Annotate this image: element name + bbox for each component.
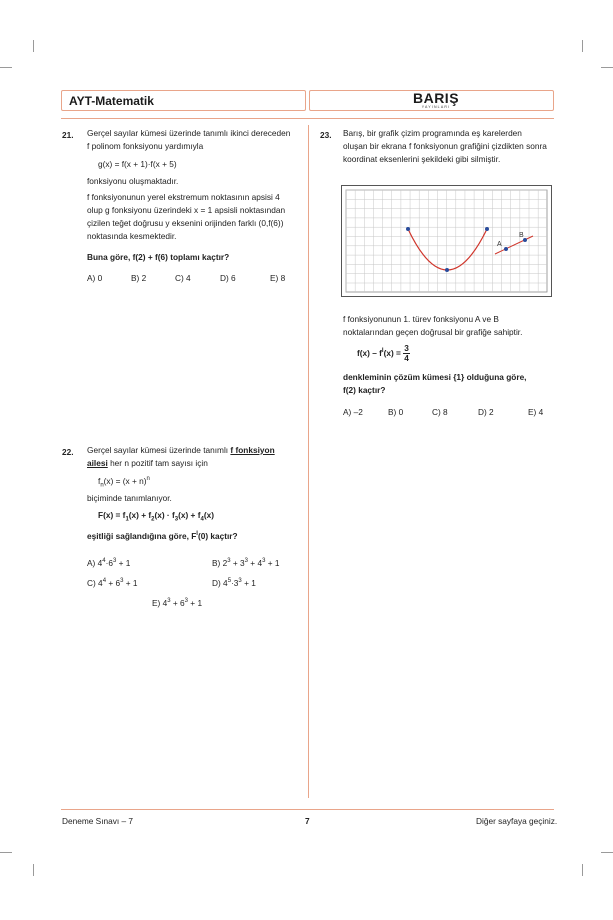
q21-line-2: f polinom fonksiyonu yardımıyla [87, 141, 204, 151]
q23-line-1: Barış, bir grafik çizim programında eş karelerden [343, 128, 522, 138]
q22-option-d[interactable] [212, 578, 256, 588]
opt-part: ·6 [105, 558, 113, 568]
q23-eq-fraction [403, 344, 410, 363]
q21-option-b[interactable]: B) 2 [131, 273, 147, 283]
q23-option-d[interactable]: D) 2 [478, 407, 494, 417]
footer-exam-name: Deneme Sınavı – 7 [62, 816, 134, 826]
q22-line-2 [87, 457, 208, 470]
q22-F-sub: 3 [174, 516, 179, 523]
q22-F-sub: 4 [200, 516, 204, 523]
q22-def-sup: n [146, 476, 150, 483]
q23-line-2: oluşan bir ekrana f fonksiyonun grafiğini çizdikten sonra [343, 141, 547, 151]
q22-F-sub: 1 [125, 516, 129, 523]
question-22-number: 22. [62, 447, 74, 457]
q21-para-1: f fonksiyonunun yerel ekstremum noktasının apsisi 4 [87, 192, 280, 202]
q23-equation [357, 343, 410, 363]
crop-mark [0, 67, 12, 68]
curve-point-vertex [445, 268, 449, 272]
crop-mark [582, 864, 583, 876]
opt-part: C) 4 [87, 578, 103, 588]
q23-option-c[interactable]: C) 8 [432, 407, 448, 417]
point-B-label: B [519, 232, 524, 239]
q23-graph-svg [342, 186, 551, 296]
opt-part: ·3 [231, 578, 239, 588]
q23-after-graph-2: noktalarından geçen doğrusal bir grafiğe sahiptir. [343, 327, 523, 337]
q22-F-part: (x) [203, 510, 214, 520]
q22-F-part: (x) + f [178, 510, 201, 520]
q21-para-2: olup g fonksiyonu üzerindeki x = 1 apsisli noktasından [87, 205, 286, 215]
point-A [504, 247, 508, 251]
parabola-curve [408, 229, 487, 270]
crop-mark [33, 864, 34, 876]
opt-part: + 1 [123, 578, 138, 588]
crop-mark [33, 40, 34, 52]
q23-line-3: koordinat eksenlerini şekildeki gibi silmiştir. [343, 154, 501, 164]
q22-option-e[interactable] [152, 598, 202, 608]
q22-def-mid: (x) = (x + n) [103, 476, 147, 486]
q23-question-1: denkleminin çözüm kümesi {1} olduğuna göre, [343, 372, 527, 382]
header-title-box [61, 90, 306, 111]
q22-F-part: F(x) = f [98, 510, 126, 520]
opt-sup: 4 [102, 578, 107, 585]
q21-option-d[interactable]: D) 6 [220, 273, 236, 283]
q23-eq-mid: (x) = [383, 348, 401, 358]
q21-para-4: noktasında kesmektedir. [87, 231, 177, 241]
opt-sup: 3 [167, 598, 171, 605]
footer-line [61, 809, 554, 810]
opt-part: A) 4 [87, 558, 103, 568]
q22-line-after-def: biçiminde tanımlanıyor. [87, 493, 172, 503]
q23-eq-sup: I [381, 348, 384, 355]
q22-option-b[interactable] [212, 558, 279, 568]
column-divider [308, 125, 309, 798]
q21-para-3: çizilen teğet doğrusu y eksenini orijinden farklı (0,f(6)) [87, 218, 284, 228]
footer-next-page: Diğer sayfaya geçiniz. [476, 816, 558, 826]
opt-part: + 6 [106, 578, 121, 588]
q22-def-sub: n [100, 482, 104, 489]
opt-sup: 3 [184, 598, 188, 605]
q21-option-e[interactable]: E) 8 [270, 273, 286, 283]
q23-eq-numerator: 3 [404, 343, 409, 354]
logo-sub-text: YAYINLARI [421, 105, 451, 109]
q22-F-definition [98, 509, 214, 522]
q21-formula: g(x) = f(x + 1)·f(x + 5) [98, 159, 177, 169]
q23-graph [341, 185, 552, 297]
opt-sup: 3 [227, 558, 231, 565]
q22-question-b: (0) kaçtır? [197, 531, 238, 541]
point-A-label: A [497, 241, 502, 248]
opt-sup: 3 [244, 558, 248, 565]
q23-option-a[interactable]: A) –2 [343, 407, 363, 417]
opt-part: D) 4 [212, 578, 228, 588]
crop-mark [582, 40, 583, 52]
question-23-number: 23. [320, 130, 332, 140]
opt-part: B) 2 [212, 558, 228, 568]
q23-after-graph-1: f fonksiyonunun 1. türev fonksiyonu A ve B [343, 314, 499, 324]
q22-line-1-text: Gerçel sayılar kümesi üzerinde tanımlı [87, 445, 231, 455]
q22-line-1 [87, 444, 275, 457]
q23-eq-denominator: 4 [404, 353, 409, 364]
q21-line-1: Gerçel sayılar kümesi üzerinde tanımlı ikinci dereceden [87, 128, 291, 138]
q22-F-part: (x) · f [154, 510, 175, 520]
question-21-number: 21. [62, 130, 74, 140]
page-title: AYT-Matematik [69, 94, 154, 108]
q22-option-a[interactable] [87, 558, 130, 568]
q22-F-sub: 2 [151, 516, 155, 523]
opt-part: + 1 [116, 558, 131, 568]
opt-sup: 3 [262, 558, 266, 565]
opt-part: + 1 [265, 558, 280, 568]
opt-sup: 3 [120, 578, 124, 585]
opt-part: + 3 [230, 558, 245, 568]
opt-sup: 3 [112, 558, 117, 565]
q21-line-after-formula: fonksiyonu oluşmaktadır. [87, 176, 179, 186]
q22-F-part: (x) + f [128, 510, 152, 520]
q23-question-2: f(2) kaçtır? [343, 385, 386, 395]
crop-mark [0, 852, 12, 853]
header-logo-box [309, 90, 554, 111]
opt-part: + 6 [170, 598, 185, 608]
q21-option-a[interactable]: A) 0 [87, 273, 103, 283]
q22-question [87, 530, 238, 543]
opt-part: E) 4 [152, 598, 168, 608]
q22-definition [98, 475, 150, 488]
footer-page-number: 7 [305, 816, 310, 826]
opt-sup: 5 [227, 578, 232, 585]
crop-mark [601, 852, 613, 853]
q22-line-2-emph: ailesi [87, 458, 108, 468]
q22-question-sup: I [196, 531, 198, 538]
q23-eq-left: f(x) – f [357, 348, 382, 358]
q22-line-2-text: her n pozitif tam sayısı için [107, 458, 208, 468]
header-underline [61, 118, 554, 119]
q22-option-c[interactable] [87, 578, 138, 588]
opt-part: + 4 [247, 558, 263, 568]
q22-line-1-emph: f fonksiyon [230, 445, 275, 455]
opt-part: + 1 [241, 578, 256, 588]
graph-grid [346, 190, 547, 292]
q21-option-c[interactable]: C) 4 [175, 273, 191, 283]
publisher-logo [411, 92, 461, 110]
opt-sup: 4 [102, 558, 106, 565]
opt-part: + 1 [187, 598, 203, 608]
curve-point-left [406, 227, 410, 231]
curve-point-right [485, 227, 489, 231]
logo-main-text: BARIŞ [412, 90, 460, 106]
q23-option-b[interactable]: B) 0 [388, 407, 404, 417]
crop-mark [601, 67, 613, 68]
q22-question-a: eşitliği sağlandığına göre, F [87, 531, 197, 541]
opt-sup: 3 [238, 578, 242, 585]
q23-option-e[interactable]: E) 4 [528, 407, 544, 417]
q21-question: Buna göre, f(2) + f(6) toplamı kaçtır? [87, 252, 230, 262]
q22-def-f: f [98, 476, 101, 486]
